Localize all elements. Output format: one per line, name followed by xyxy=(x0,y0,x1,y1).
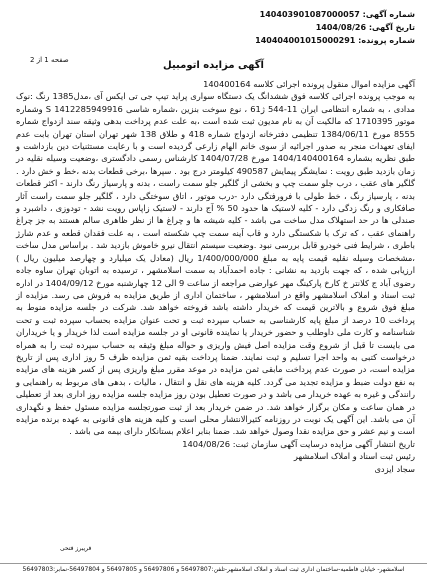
notice-number-row xyxy=(255,8,415,21)
notice-heading-line: آگهی مزایده اموال منقول پرونده اجرائی کلاسه 140400164 xyxy=(203,79,415,89)
file-number-label: شماره پرونده: xyxy=(358,36,415,45)
notice-number-label: شماره آگهی: xyxy=(362,10,415,19)
signatory-name: سجاد ایزدی xyxy=(374,463,415,474)
publication-date-line: تاریخ انتشار آگهی مزایده درسایت آگهی سازمان ثبت: 1404/08/26 xyxy=(182,438,415,449)
file-number: 140404001015000291 xyxy=(255,36,356,45)
notice-main-paragraph: به موجب پرونده اجرائی کلاسه فوق ششدانگ یک دستگاه سواری پراید تیپ جی تی ایکس آی ،مدل1385 رنگ :نوک مدادی ، به شماره انتظامی ایران 11-544 ژ61 ، نوع سوخت بنزین ،شماره شاسی S 1412285949916 وشماره موتور 1710395 که مالکیت آن به نام مدیون ثبت شده است ،به علت عدم پرداخت بدهی وثیقه سند ازدواج شماره 8555 مورخ 1384/06/11 تنظیمی دفترخانه ازدواج شماره 418 و طلاق 138 شهر تهران استان تهران بابت عدم ایفای تعهدات منجر به صدور اجرائیه از سوی خانم الهام زارعی گردیده است و با رعایت مستثنیات دین بازداشت و طبق نظریه بشماره 1404/140400164 مورخ 1404/07/28 کارشناس رسمی دادگستری ،وضعیت وسیله نقلیه در زمان بازدید طبق رویت : نمایشگر پیمایش 490587 کیلومتر درج بود . سپرها ،برخی قطعات بدنه ،خط و خش دارد . گلگیر های عقب ، درب جلو سمت چپ و بخشی از گلگیر جلو سمت راست ، بدنه و پارسیاز رنگ دارند - اکثر قطعات بدنه ، پارسیاز رنگ ، خط طولی با فرورفتگی دارد -درب موتور ، اتاق سوختگی دارد ، گلگیر جلو سمت راست آثار صافکاری و رنگ زدگی دارد - کلیه لاستیک ها حدود 50 % آج دارند - لاستیک زاپاس رویت نشد - تودوزی ، داشبرد و صندلی ها در حد استهلاک مدل ساخت می باشد - کلیه شیشه ها و چراغ ها از نظر ظاهری سالم هستند به جز چراغ راهنمای عقب ، که ترک با شکستگی دارد و قاب آینه سمت چپ شکسته است ، به علت فقدان قطعه و عدم شارژ باطری ، شرایط فنی خودرو قابل بررسی نبود .وضعیت سیستم انتقال نیرو خاموش بازدید شد . براساس مدل ساخت ،مشخصات وسیله نقلیه قیمت پایه به مبلغ 1/400/000/000 ریال (معادل یک میلیارد و چهارصد میلیون ریال ) ارزیابی شده ، که جهت بازدید به نشانی : جاده احمدآباد به سمت اسلامشهر ، ترسیده به اتوبان تهران ساوه جاده رضوی آباد ج کلانتر خ کارخ پارکینگ مهر عوارضی مراجعه از ساعت 9 الی 12 چهارشنبه مورخ 1404/09/12 در اداره ثبت اسناد و املاک اسلامشهر واقع در اسلامشهر ، ساختمان اداری از طریق مزایده به فروش می رسد. مزایده از مبلغ فوق شروع و بالاترین قیمت که خریدار داشته باشد فروخته خواهد شد. شرکت در جلسه مزایده منوط به پرداخت 10 درصد از مبلغ پایه کارشناسی به حساب سپرده ثبت و تحت عنوان مزایده بحساب سپرده ثبت و تحت شناسنامه و کارت ملی داوطلب و حضور خریدار یا نماینده قانونی او در جلسه مزایده است لذا خریدار و یا خریداران می بایست تا قبل از شروع وقت مزایده اصل فیش واریزی و حواله مبلغ وثیقه به حساب سپرده ثبت را به همراه درخواست کتبی به واحد اجرا تسلیم و ثبت نمایند. ضمنا پرداخت بقیه ثمن مزایده ظرف 5 روز اداری پس از تاریخ مزایده است، در صورت عدم پرداخت مابقی ثمن مزایده در موعد مقرر مبلغ واریزی پس از کسر هزینه های مزایده به نفع دولت ضبط و مزایده تجدید می گردد. کلیه هزینه های نقل و انتقال ، مالیات ، بدهی های مربوط به راهنمایی و رانندگی و غیره به عهده خریدار می باشد و در صورت تعطیل بودن روز مزایده جلسه مزایده روز اداری بعد از تعطیلی در همان ساعت و مکان برگزار خواهد شد. در ضمن خریدار بعد از ثبت صورتجلسه مزایده مسئول حفظ و نگهداری آن می باشد. این آگهی یک نوبت در روزنامه کثیرالانتشار محلی است و کلیه هزینه های قانونی به عهده برنده مزایده است و نیم عشر و حق مزایده نقدا وصول خواهد شد. ضمنا بنابر اعلام بستانکار دارای بیمه می باشد . xyxy=(16,91,416,437)
notice-date-row xyxy=(255,21,415,34)
page-number: صفحه 1 از 2 xyxy=(30,56,69,64)
notice-number: 140403901087000057 xyxy=(259,10,360,19)
notice-date-label: تاریخ آگهی: xyxy=(368,23,415,32)
issuer-line: رئیس ثبت اسناد و املاک اسلامشهر xyxy=(293,451,415,462)
footer-signature: فریبرز فتحی xyxy=(60,545,92,552)
file-number-row xyxy=(255,34,415,47)
notice-date: 1404/08/26 xyxy=(315,23,367,32)
notice-body xyxy=(16,78,415,475)
page-footer: اسلامشهر- خیابان فاطمیه-ساختمان اداری ثبت اسناد و املاک اسلامشهر-تلفن:56497807 و 56497806 و 56497805 و 56497804-نمابر:56497803 xyxy=(0,563,427,576)
notice-meta xyxy=(255,8,415,47)
notice-title: آگهی مزایده اتومبیل xyxy=(163,60,264,71)
